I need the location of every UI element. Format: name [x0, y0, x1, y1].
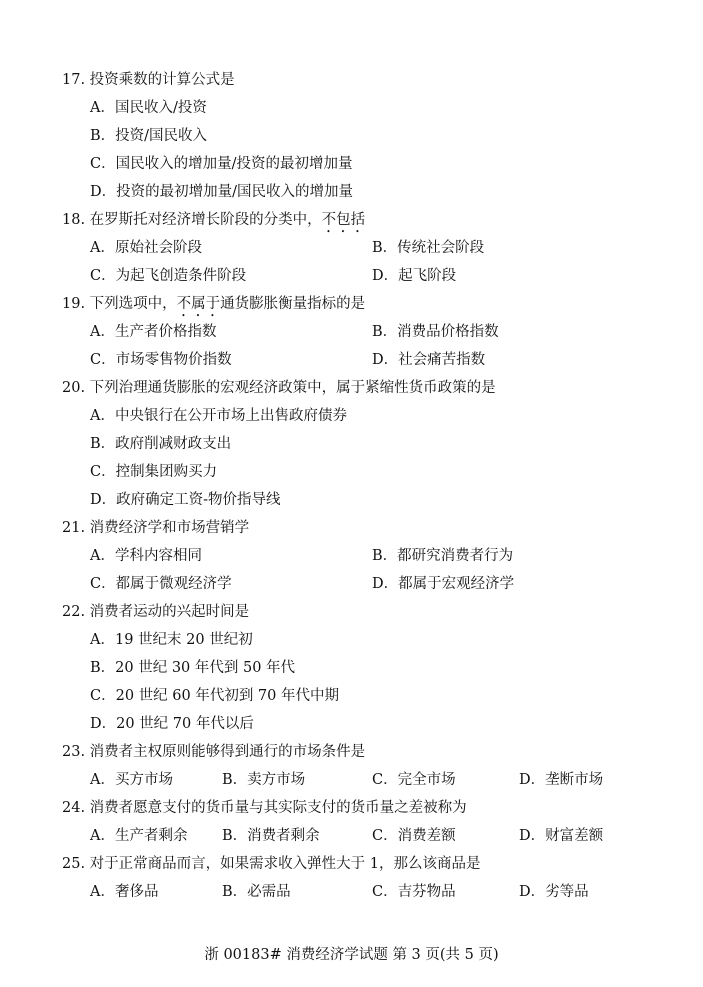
q17-option-a: A．国民收入/投资	[90, 100, 207, 116]
q25-option-a: A．奢侈品	[90, 884, 159, 900]
q21-option-c: C．都属于微观经济学	[90, 576, 232, 592]
q24-option-d: D．财富差额	[519, 828, 604, 844]
q18-option-b: B．传统社会阶段	[372, 240, 485, 256]
q20-option-b: B．政府削减财政支出	[90, 436, 232, 452]
question-19-stem: 19. 下列选项中，不属于通货膨胀衡量指标的是	[62, 296, 366, 312]
question-24-stem: 24. 消费者愿意支付的货币量与其实际支付的货币量之差被称为	[62, 800, 467, 816]
q19-option-b: B．消费品价格指数	[372, 324, 499, 340]
emphasis-text: 不属于	[176, 296, 221, 312]
q18-option-c: C．为起飞创造条件阶段	[90, 268, 247, 284]
q19-option-c: C．市场零售物价指数	[90, 352, 232, 368]
question-25-stem: 25. 对于正常商品而言，如果需求收入弹性大于 1，那么该商品是	[62, 856, 481, 872]
page-footer: 浙 00183# 消费经济学试题 第 3 页(共 5 页)	[204, 947, 499, 963]
question-23-stem: 23. 消费者主权原则能够得到通行的市场条件是	[62, 744, 366, 760]
q21-option-a: A．学科内容相同	[90, 548, 202, 564]
q17-option-c: C．国民收入的增加量/投资的最初增加量	[90, 156, 353, 172]
q23-option-d: D．垄断市场	[519, 772, 604, 788]
q25-option-d: D．劣等品	[519, 884, 589, 900]
q23-option-b: B．卖方市场	[222, 772, 306, 788]
q22-option-c: C．20 世纪 60 年代初到 70 年代中期	[90, 688, 339, 704]
q20-option-a: A．中央银行在公开市场上出售政府债券	[90, 408, 347, 424]
q24-option-c: C．消费差额	[372, 828, 456, 844]
q20-option-c: C．控制集团购买力	[90, 464, 218, 480]
question-22-stem: 22. 消费者运动的兴起时间是	[62, 604, 250, 620]
q23-option-c: C．完全市场	[372, 772, 456, 788]
question-20-stem: 20. 下列治理通货膨胀的宏观经济政策中，属于紧缩性货币政策的是	[62, 380, 496, 396]
question-17-stem: 17. 投资乘数的计算公式是	[62, 72, 235, 88]
q17-option-d: D．投资的最初增加量/国民收入的增加量	[90, 184, 354, 200]
q25-option-c: C．吉芬物品	[372, 884, 456, 900]
q24-option-b: B．消费者剩余	[222, 828, 320, 844]
question-21-stem: 21. 消费经济学和市场营销学	[62, 520, 250, 536]
q22-option-b: B．20 世纪 30 年代到 50 年代	[90, 660, 296, 676]
q22-option-d: D．20 世纪 70 年代以后	[90, 716, 254, 732]
q23-option-a: A．买方市场	[90, 772, 173, 788]
q19-option-a: A．生产者价格指数	[90, 324, 217, 340]
q18-option-d: D．起飞阶段	[372, 268, 457, 284]
q21-option-d: D．都属于宏观经济学	[372, 576, 515, 592]
q17-option-b: B．投资/国民收入	[90, 128, 208, 144]
question-18-stem: 18. 在罗斯托对经济增长阶段的分类中，不包括	[62, 212, 366, 228]
q22-option-a: A．19 世纪末 20 世纪初	[90, 632, 253, 648]
emphasis-text: 不包括	[321, 212, 366, 228]
q20-option-d: D．政府确定工资-物价指导线	[90, 492, 281, 508]
q24-option-a: A．生产者剩余	[90, 828, 188, 844]
q19-option-d: D．社会痛苦指数	[372, 352, 486, 368]
q25-option-b: B．必需品	[222, 884, 291, 900]
q18-option-a: A．原始社会阶段	[90, 240, 202, 256]
q21-option-b: B．都研究消费者行为	[372, 548, 514, 564]
